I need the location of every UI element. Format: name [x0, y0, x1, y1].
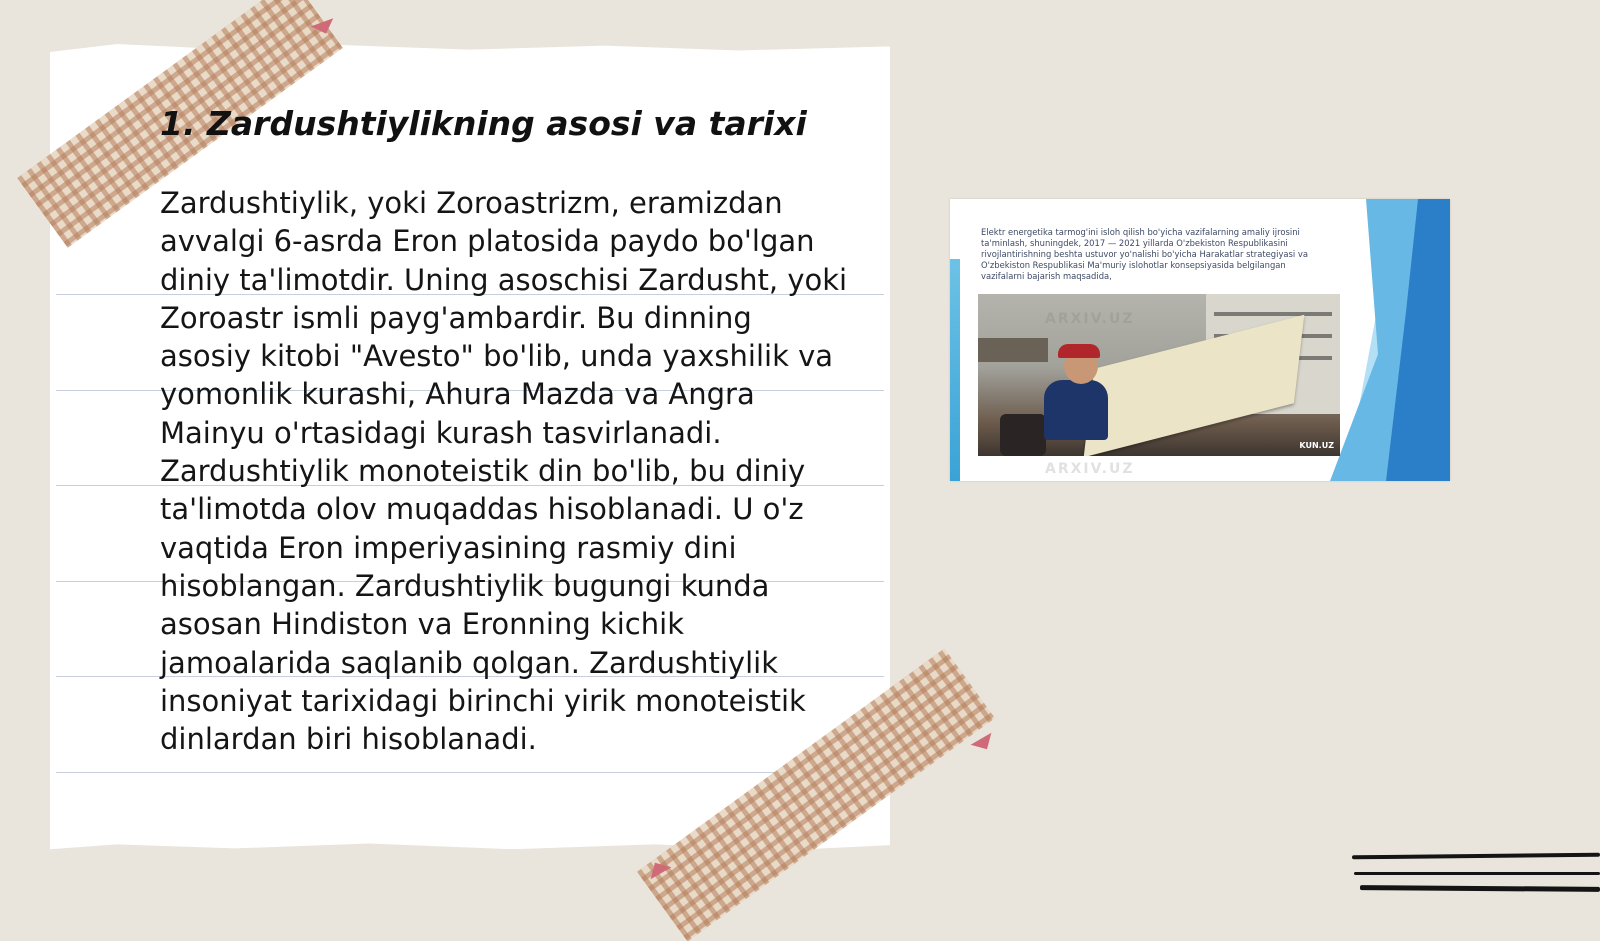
- sofa: [978, 338, 1048, 362]
- brush-stroke: [1360, 885, 1600, 892]
- chair: [1000, 414, 1046, 456]
- watermark: ARXIV.UZ: [1045, 461, 1135, 477]
- paper-rule-line: [56, 772, 884, 773]
- watermark: ARXIV.UZ: [1045, 311, 1135, 327]
- control-room-photo: [978, 294, 1340, 456]
- hard-hat: [1058, 344, 1100, 358]
- slide-body-text: Zardushtiylik, yoki Zoroastrizm, eramizdan avvalgi 6-asrda Eron platosida paydo bo'lgan diniy ta'limotdir. Uning asoschisi Zardusht, yoki Zoroastr ismli payg'ambardir. Bu dinning asosiy kitobi "Avesto" bo'lib, unda yaxshilik va yomonlik kurashi, Ahura Mazda va Angra Mainyu o'rtasidagi kurash tasvirlanadi. Zardushtiylik monoteistik din bo'lib, bu diniy ta'limotda olov muqaddas hisoblanadi. U o'z vaqtida Eron imperiyasining rasmiy dini hisoblangan. Zardushtiylik bugungi kunda asosan Hindiston va Eronning kichik jamoalarida saqlanib qolgan. Zardushtiylik insoniyat tarixidagi birinchi yirik monoteistik dinlardan biri hisoblanadi.: [160, 186, 848, 757]
- image-caption-text: Elektr energetika tarmog'ini isloh qilish bo'yicha vazifalarning amaliy ijrosini ta'minlash, shuningdek, 2017 — 2021 yillarda O'zbekiston Respublikasini rivojlantirishning beshta ustuvor yo'nalishi bo'yicha Harakatlar strategiyasi va O'zbekiston Respublikasi Ma'muriy islohotlar konsepsiyasida belgilangan vazifalarni bajarish maqsadida,: [981, 227, 1308, 281]
- tape-corner-accent: [971, 733, 998, 755]
- operator-figure: [1044, 380, 1108, 440]
- slide-title: 1. Zardushtiylikning asosi va tarixi: [160, 104, 807, 143]
- news-logo: KUN.UZ: [1299, 441, 1334, 450]
- news-screenshot-image: [950, 199, 1450, 481]
- brush-stroke: [1352, 853, 1600, 860]
- frame-blue-strip: [950, 259, 960, 481]
- brush-stroke: [1354, 872, 1600, 875]
